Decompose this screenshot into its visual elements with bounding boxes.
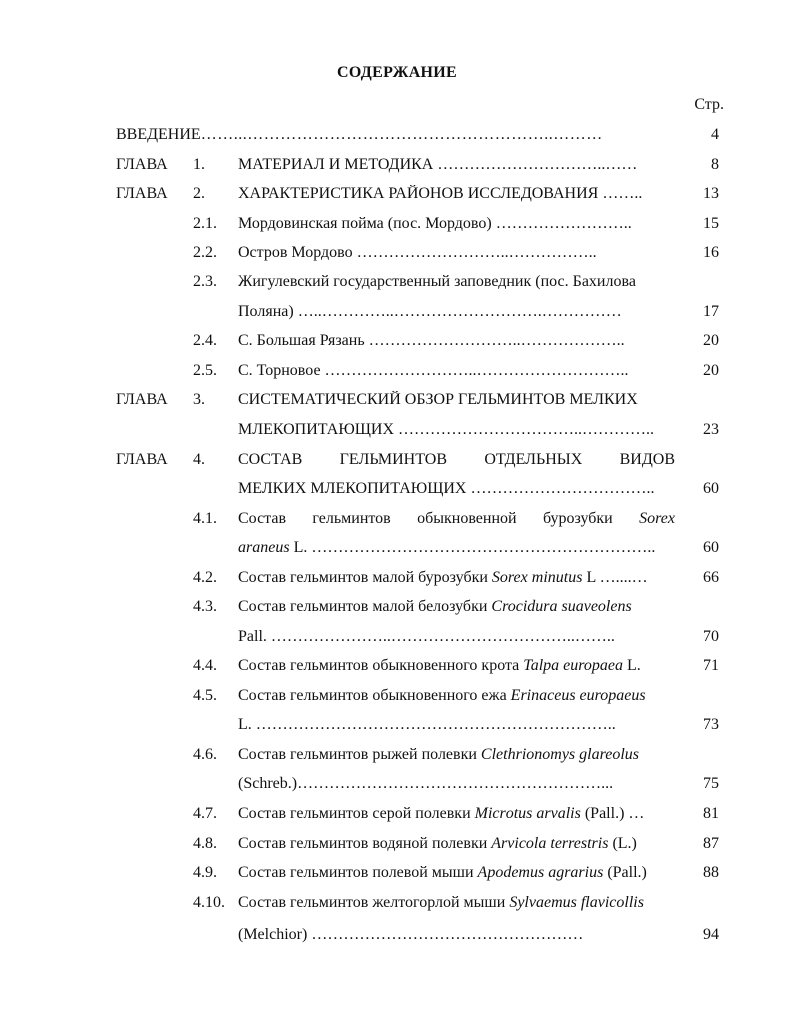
toc-entry-4-10-cont[interactable]	[0, 926, 794, 956]
entry-page: 87	[703, 835, 719, 852]
entry-page: 23	[703, 421, 719, 438]
entry-number: 2.5.	[193, 362, 217, 379]
toc-entry-chapter-3-cont[interactable]	[0, 421, 794, 451]
entry-number: 2.1.	[193, 215, 217, 232]
entry-text: СИСТЕМАТИЧЕСКИЙ ОБЗОР ГЕЛЬМИНТОВ МЕЛКИХ	[238, 391, 638, 408]
entry-page: 75	[703, 775, 719, 792]
toc-entry-2-4[interactable]	[0, 332, 794, 362]
entry-number: 4.9.	[193, 864, 217, 881]
entry-text: СОСТАВ ГЕЛЬМИНТОВ ОТДЕЛЬНЫХ ВИДОВ	[238, 451, 675, 468]
entry-number: 1.	[193, 156, 205, 173]
entry-page: 17	[703, 303, 719, 320]
entry-text: С. Торновое ………………………..………………………..	[238, 362, 629, 379]
entry-text: Поляна) …..…………..……………………….……………	[238, 303, 622, 320]
entry-text: Состав гельминтов полевой мыши Apodemus agrarius (Pall.)	[238, 864, 647, 881]
entry-text: Жигулевский государственный заповедник (пос. Бахилова	[238, 273, 636, 290]
entry-page: 70	[703, 628, 719, 645]
entry-text: МЕЛКИХ МЛЕКОПИТАЮЩИХ ……………………………..	[238, 480, 655, 497]
entry-number: 4.4.	[193, 657, 217, 674]
entry-page: 20	[703, 362, 719, 379]
entry-number: 4.5.	[193, 687, 217, 704]
entry-number: 4.10.	[193, 894, 225, 911]
entry-page: 81	[703, 805, 719, 822]
entry-text: L. …………………………………………………………..	[238, 716, 616, 733]
entry-number: 2.	[193, 185, 205, 202]
entry-number: 2.3.	[193, 273, 217, 290]
entry-number: 4.8.	[193, 835, 217, 852]
entry-text: МЛЕКОПИТАЮЩИХ ……………………………..…………..	[238, 421, 655, 438]
entry-page: 66	[703, 569, 719, 586]
entry-number: 4.2.	[193, 569, 217, 586]
entry-number: 4.1.	[193, 510, 217, 527]
entry-page: 71	[703, 657, 719, 674]
toc-entry-4-1-cont[interactable]	[0, 539, 794, 569]
toc-entry-2-3[interactable]	[0, 273, 794, 303]
toc-entry-4-6-cont[interactable]	[0, 775, 794, 805]
entry-text: Состав гельминтов серой полевки Micrоtus arvalis (Pall.) …	[238, 805, 645, 822]
entry-page: 13	[703, 185, 719, 202]
toc-entry-4-7[interactable]	[0, 805, 794, 835]
toc-entry-4-1[interactable]	[0, 510, 794, 540]
entry-number: 2.2.	[193, 244, 217, 261]
entry-page: 88	[703, 864, 719, 881]
toc-entry-chapter-4-cont[interactable]	[0, 480, 794, 510]
entry-number: 4.7.	[193, 805, 217, 822]
entry-text: Состав гельминтов водяной полевки Arvicola terrestris (L.)	[238, 835, 637, 852]
entry-text: Состав гельминтов рыжей полевки Clethrionomys glareolus	[238, 746, 639, 763]
entry-page: 60	[703, 480, 719, 497]
toc-entry-chapter-4[interactable]	[0, 451, 794, 481]
toc-entry-intro[interactable]	[0, 126, 794, 156]
chapter-label: ГЛАВА	[116, 451, 168, 468]
entry-text: (Schreb.)…………………………………………………...	[238, 775, 614, 792]
entry-text: Состав гельминтов обыкновенной бурозубки Sorex	[238, 510, 675, 527]
entry-page: 20	[703, 332, 719, 349]
page-column-label: Стр.	[694, 96, 724, 113]
entry-text: Состав гельминтов желтогорлой мыши Sylvaemus flavicollis	[238, 894, 644, 911]
entry-page: 8	[711, 156, 719, 173]
toc-entry-chapter-2[interactable]	[0, 185, 794, 215]
toc-entry-4-9[interactable]	[0, 864, 794, 894]
chapter-label: ГЛАВА	[116, 156, 168, 173]
toc-entry-2-5[interactable]	[0, 362, 794, 392]
toc-entry-chapter-1[interactable]	[0, 156, 794, 186]
toc-entry-4-6[interactable]	[0, 746, 794, 776]
entry-text: Мордовинская пойма (пос. Мордово) ……………………..	[238, 215, 632, 232]
entry-number: 2.4.	[193, 332, 217, 349]
chapter-label: ГЛАВА	[116, 391, 168, 408]
toc-entry-4-3[interactable]	[0, 598, 794, 628]
entry-text: Остров Мордово ………………………..……………..	[238, 244, 597, 261]
toc-entry-2-1[interactable]	[0, 215, 794, 245]
entry-page: 73	[703, 716, 719, 733]
entry-text: ХАРАКТЕРИСТИКА РАЙОНОВ ИССЛЕДОВАНИЯ ……..	[238, 185, 643, 202]
entry-text: (Melchior) ……………………………………………	[238, 926, 584, 943]
entry-text: ВВЕДЕНИЕ……...………………………………………………..………	[116, 126, 603, 143]
entry-page: 4	[711, 126, 719, 143]
entry-page: 60	[703, 539, 719, 556]
toc-entry-4-5-cont[interactable]	[0, 716, 794, 746]
entry-page: 16	[703, 244, 719, 261]
entry-text: Состав гельминтов обыкновенного ежа Erinaceus europaeus	[238, 687, 646, 704]
entry-number: 4.3.	[193, 598, 217, 615]
entry-number: 3.	[193, 391, 205, 408]
entry-page: 15	[703, 215, 719, 232]
entry-text: Pall. …………………..……………………………..……..	[238, 628, 615, 645]
chapter-label: ГЛАВА	[116, 185, 168, 202]
toc-entry-4-5[interactable]	[0, 687, 794, 717]
toc-entry-chapter-3[interactable]	[0, 391, 794, 421]
toc-title: СОДЕРЖАНИЕ	[336, 64, 458, 81]
entry-page: 94	[703, 926, 719, 943]
entry-number: 4.6.	[193, 746, 217, 763]
entry-number: 4.	[193, 451, 205, 468]
entry-text: Состав гельминтов обыкновенного крота Talpa europaea L.	[238, 657, 641, 674]
entry-text: С. Большая Рязань ………………………..………………..	[238, 332, 625, 349]
entry-text: МАТЕРИАЛ И МЕТОДИКА …………………………..……	[238, 156, 638, 173]
entry-text: araneus L. ………………………………………………………..	[238, 539, 656, 556]
toc-entry-4-2[interactable]	[0, 569, 794, 599]
toc-entry-4-10[interactable]	[0, 894, 794, 924]
entry-text: Состав гельминтов малой бурозубки Sorex minutus L …....…	[238, 569, 648, 586]
toc-entry-4-3-cont[interactable]	[0, 628, 794, 658]
toc-entry-4-8[interactable]	[0, 835, 794, 865]
entry-text: Состав гельминтов малой белозубки Crocidura suaveolens	[238, 598, 632, 615]
toc-entry-2-2[interactable]	[0, 244, 794, 274]
toc-entry-2-3-cont[interactable]	[0, 303, 794, 333]
toc-entry-4-4[interactable]	[0, 657, 794, 687]
